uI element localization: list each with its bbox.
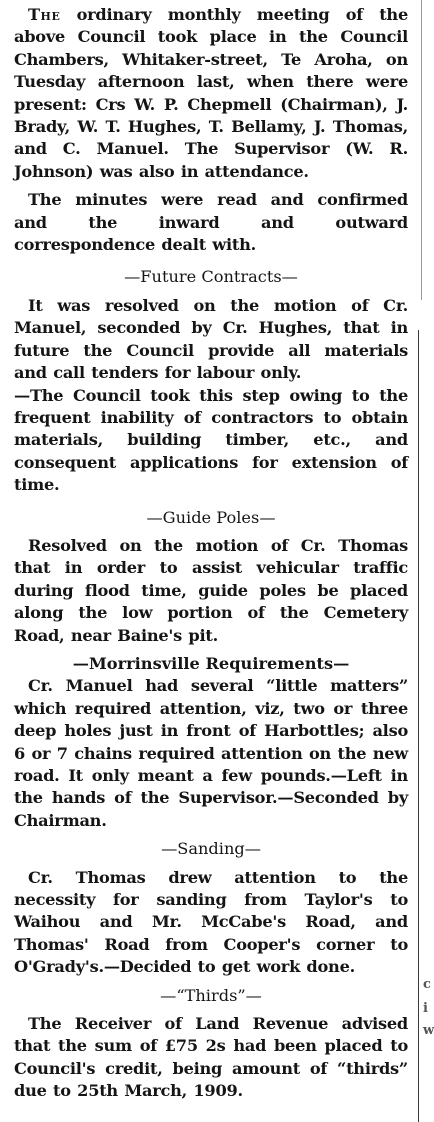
section-heading-guide-poles: —Guide Poles— [146, 507, 276, 527]
thirds-paragraph: The Receiver of Land Revenue advised that the sum of £75 2s had been placed to Council's credit, being amount of “thirds” due to 25th March, 1909. [14, 1014, 408, 1101]
column-rule-upper [421, 0, 422, 300]
adjacent-column-fragment: w [423, 1023, 434, 1038]
section-heading-morrinsville: —Morrinsville Requirements— [72, 653, 350, 673]
section-heading-sanding: —Sanding— [161, 839, 261, 859]
column-rule [418, 330, 419, 1122]
section-heading-future-contracts: —Future Contracts— [124, 267, 298, 287]
minutes-paragraph: The minutes were read and confirmed and the inward and outward correspondence dealt with. [14, 190, 408, 255]
section-heading-thirds: —“Thirds”— [160, 985, 262, 1005]
adjacent-column-fragment: i [423, 1001, 428, 1016]
sanding-paragraph: Cr. Thomas drew attention to the necessity for sanding from Taylor's to Waihou and Mr. McCabe's Road, and Thomas' Road from Cooper's corner to O'Grady's.—Decided to get work done. [14, 867, 408, 977]
opening-word: The [28, 5, 61, 24]
adjacent-column-fragment: c [423, 977, 431, 992]
opening-text: ordinary monthly meeting of the above Council took place in the Council Chambers, Whitaker-street, Te Aroha, on Tuesday afternoon last, when there were present: Crs W. P. Chepmell (Chairman), J. Brady, W. T. Hughes, T. Bellamy, J. Thomas, and C. Manuel. The Supervisor (W. R. Johnson) was also in attendance. [14, 5, 408, 181]
opening-paragraph [14, 4, 408, 183]
future-contracts-paragraph: It was resolved on the motion of Cr. Manuel, seconded by Cr. Hughes, that in future the Council provide all materials and call tenders for labour only. [14, 295, 408, 383]
guide-poles-paragraph: Resolved on the motion of Cr. Thomas that in order to assist vehicular traffic during flood time, guide poles be placed along the low portion of the Cemetery Road, near Baine's pit. [14, 535, 408, 645]
future-contracts-paragraph: —The Council took this step owing to the frequent inability of contractors to obtain materials, building timber, etc., and consequent applications for extension of time. [14, 385, 408, 495]
morrinsville-paragraph: Cr. Manuel had several “little matters” which required attention, viz, two or three deep holes just in front of Harbottles; also 6 or 7 chains required attention on the new road. It only meant a few pounds.—Left in the hands of the Supervisor.—Seconded by Chairman. [14, 676, 408, 830]
